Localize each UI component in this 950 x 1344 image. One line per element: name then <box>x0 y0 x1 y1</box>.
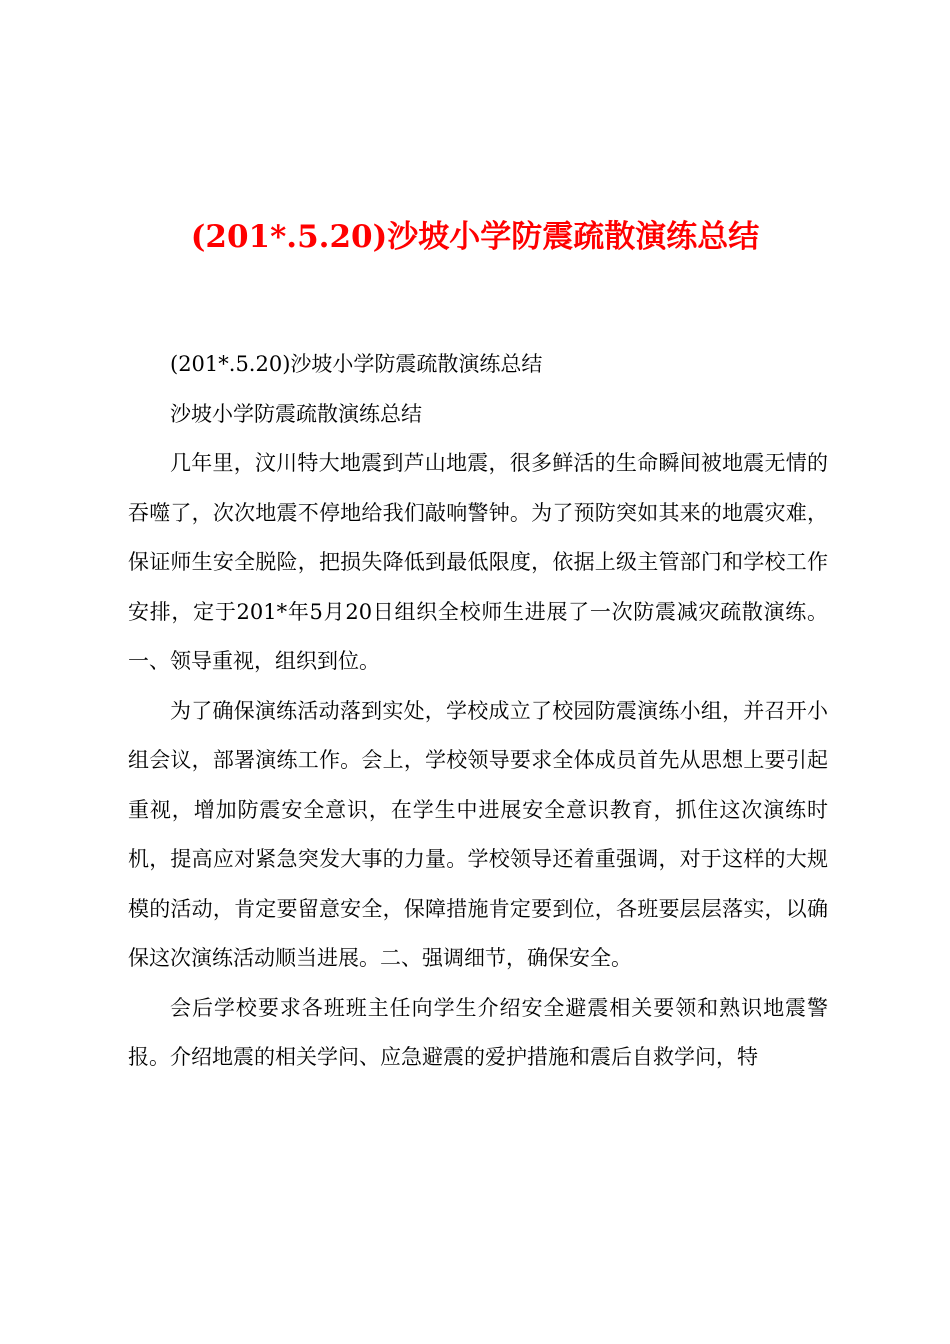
document-title: (201*.5.20)沙坡小学防震疏散演练总结 <box>190 219 760 255</box>
paragraph-heading: 沙坡小学防震疏散演练总结 <box>170 401 422 426</box>
paragraph-education: 会后学校要求各班班主任向学生介绍安全避震相关要领和熟识地震警报。介绍地震的相关学问、应急避震的爱护措施和震后自救学问，特 <box>128 995 828 1069</box>
document-body <box>128 340 828 1083</box>
paragraph-intro: 几年里，汶川特大地震到芦山地震，很多鲜活的生命瞬间被地震无情的吞噬了，次次地震不停地给我们敲响警钟。为了预防突如其来的地震灾难，保证师生安全脱险，把损失降低到最低限度，依据上级主管部门和学校工作安排，定于201*年5月20日组织全校师生进展了一次防震减灾疏散演练。一、领导重视，组织到位。 <box>128 451 828 673</box>
paragraph-subtitle: (201*.5.20)沙坡小学防震疏散演练总结 <box>170 352 543 376</box>
paragraph-preparation: 为了确保演练活动落到实处，学校成立了校园防震演练小组，并召开小组会议，部署演练工作。会上，学校领导要求全体成员首先从思想上要引起重视，增加防震安全意识，在学生中进展安全意识教育，抓住这次演练时机，提高应对紧急突发大事的力量。学校领导还着重强调，对于这样的大规模的活动，肯定要留意安全，保障措施肯定要到位，各班要层层落实，以确保这次演练活动顺当进展。二、强调细节，确保安全。 <box>128 698 828 970</box>
